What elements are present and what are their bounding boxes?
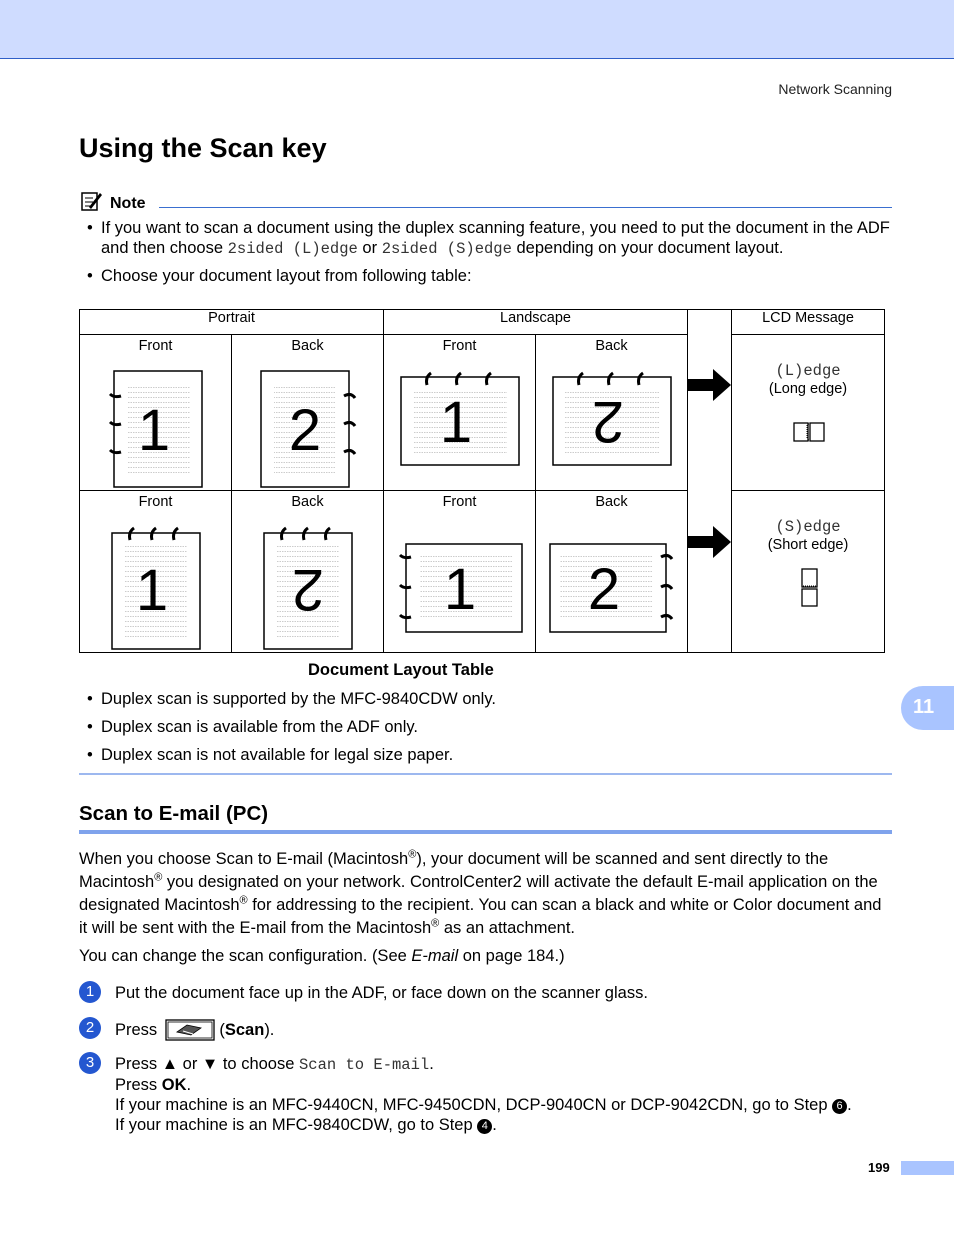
page-number-glyph: 2 <box>288 398 322 463</box>
step-3: 3 Press ▲ or ▼ to choose Scan to E-mail. Press OK. If your machine is an MFC-9440CN, MFC-9450CDN, DCP-9040CN or DCP-9042CDN, go to Step 6 . If your machine is an MFC-9840CDW, go to Step 4 . <box>79 1052 892 1136</box>
step-1: 1 Put the document face up in the ADF, or face down on the scanner glass. <box>79 981 892 1005</box>
intro-paragraph: When you choose Scan to E-mail (Macintosh®), your document will be scanned and sent directly to the Macintosh® you designated on your network. ControlCenter2 will activate the default E-mail application on the designated Macintosh® for addressing to the recipient. You can scan a black and white or Color document and it will be sent with the E-mail from the Macintosh® as an attachment. <box>79 848 882 937</box>
header-landscape: Landscape <box>384 310 688 335</box>
top-header-band <box>0 0 954 59</box>
step-number: 3 <box>79 1052 101 1074</box>
page-number-bar <box>901 1161 954 1175</box>
step-number: 2 <box>79 1017 101 1039</box>
long-edge-icon <box>793 422 825 442</box>
page-number-glyph: 1 <box>443 557 477 622</box>
page-number-glyph: 1 <box>439 390 473 455</box>
landscape-page-front <box>399 370 524 466</box>
header-portrait: Portrait <box>80 310 384 335</box>
step-number: 1 <box>79 981 101 1003</box>
page-number-glyph: 2 <box>587 557 621 622</box>
duplex-bullet-1: • Duplex scan is supported by the MFC-9840CDW only. <box>87 690 496 708</box>
step-2: 2 Press (Scan). <box>79 1017 892 1043</box>
arrow-right-icon-short <box>687 526 731 558</box>
portrait-long-back: Back 2 <box>232 335 383 490</box>
landscape-short-front: Front 1 <box>384 491 535 652</box>
section-title: Scan to E-mail (PC) <box>79 802 269 825</box>
note-bullet-1: • If you want to scan a document using the duplex scanning feature, you need to put the document in the ADF and then choose 2sided (L)edge or 2sided (S)edge depending on your document layout. <box>87 219 890 258</box>
running-header: Network Scanning <box>778 81 892 97</box>
lcd-long-edge: (L)edge (Long edge) <box>732 335 884 490</box>
arrow-column <box>688 310 732 653</box>
step-6-ref[interactable]: 6 <box>832 1099 847 1114</box>
portrait-page-back-short <box>262 524 356 652</box>
duplex-bullet-2: • Duplex scan is available from the ADF only. <box>87 718 419 736</box>
email-link[interactable]: E-mail <box>411 947 459 965</box>
arrow-right-icon-long <box>687 369 731 401</box>
portrait-page-front <box>108 370 208 492</box>
document-layout-table <box>79 309 885 653</box>
landscape-page-back-short <box>548 539 674 635</box>
duplex-bullet-3: • Duplex scan is not available for legal size paper. <box>87 746 454 764</box>
step-4-ref[interactable]: 4 <box>477 1119 492 1134</box>
landscape-page-front-short <box>398 539 524 635</box>
page-number-glyph: 2 <box>591 389 625 454</box>
scan-key-icon <box>165 1019 215 1041</box>
lcd-short-edge: (S)edge (Short edge) <box>732 491 884 652</box>
note-rule <box>159 207 892 208</box>
short-edge-icon <box>801 568 819 608</box>
portrait-short-front: Front 1 <box>80 491 231 652</box>
chapter-tab: 11 <box>901 686 954 730</box>
landscape-short-back: Back 2 <box>536 491 687 652</box>
note-bullet-2: • Choose your document layout from following table: <box>87 267 472 285</box>
note-header <box>79 190 892 210</box>
note-end-rule <box>79 773 892 775</box>
note-pencil-icon <box>81 190 103 212</box>
portrait-page-front-short <box>110 524 204 652</box>
portrait-short-back: Back 2 <box>232 491 383 652</box>
landscape-long-back: Back 2 <box>536 335 687 490</box>
page-number-glyph: 2 <box>291 557 325 622</box>
table-caption: Document Layout Table <box>308 661 494 679</box>
page-number-glyph: 1 <box>137 398 171 463</box>
note-label: Note <box>110 195 146 212</box>
portrait-long-front: Front 1 <box>80 335 231 490</box>
portrait-page-back <box>256 370 360 492</box>
config-paragraph: You can change the scan configuration. (See E-mail on page 184.) <box>79 947 565 965</box>
page-title: Using the Scan key <box>79 133 327 163</box>
page-number-glyph: 1 <box>135 558 169 623</box>
landscape-page-back <box>550 370 675 466</box>
section-rule <box>79 830 892 834</box>
header-lcd: LCD Message <box>732 310 885 335</box>
landscape-long-front: Front 1 <box>384 335 535 490</box>
page-number: 199 <box>868 1160 890 1175</box>
